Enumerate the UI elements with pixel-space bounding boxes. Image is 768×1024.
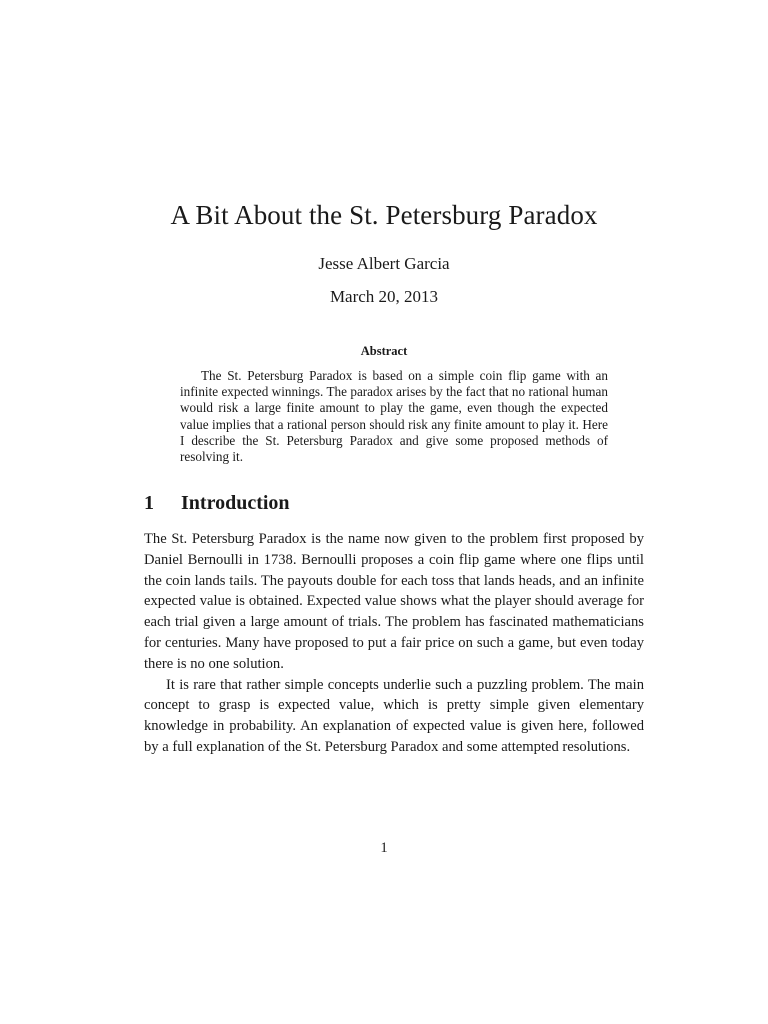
section-paragraph: It is rare that rather simple concepts underlie such a puzzling problem. The main concept to grasp is expected value, which is pretty simple given elementary knowledge in probability. An explanation of expected value is given here, followed by a full explanation of the St. Petersburg Paradox and some attempted resolutions. xyxy=(144,676,644,755)
section-paragraph: The St. Petersburg Paradox is the name now given to the problem first proposed by Daniel Bernoulli in 1738. Bernoulli proposes a coin flip game where one flips until the coin lands tails. The payouts double for each toss that lands heads, and an infinite expected value is obtained. Expected value shows what the player should average for each trial given a large amount of trials. The problem has fascinated mathematicians for centuries. Many have proposed to put a fair price on such a game, but even today there is no one solution. xyxy=(144,531,644,672)
abstract-heading: Abstract xyxy=(360,344,408,358)
section-title: Introduction xyxy=(181,492,290,514)
paper-author: Jesse Albert Garcia xyxy=(318,254,450,273)
section-heading xyxy=(144,492,290,515)
page-number: 1 xyxy=(380,840,388,856)
section-body xyxy=(144,529,644,758)
paper-date: March 20, 2013 xyxy=(329,287,439,306)
section-number: 1 xyxy=(144,492,154,514)
abstract-text: The St. Petersburg Paradox is based on a simple coin flip game with an infinite expected winnings. The paradox arises by the fact that no rational human would risk a large finite amount to play the game, even though the expected value implies that a rational person should risk any finite amount to play it. Here I describe the St. Petersburg Paradox and give some proposed methods of resolving it. xyxy=(180,368,608,465)
paper-title: A Bit About the St. Petersburg Paradox xyxy=(170,200,598,230)
